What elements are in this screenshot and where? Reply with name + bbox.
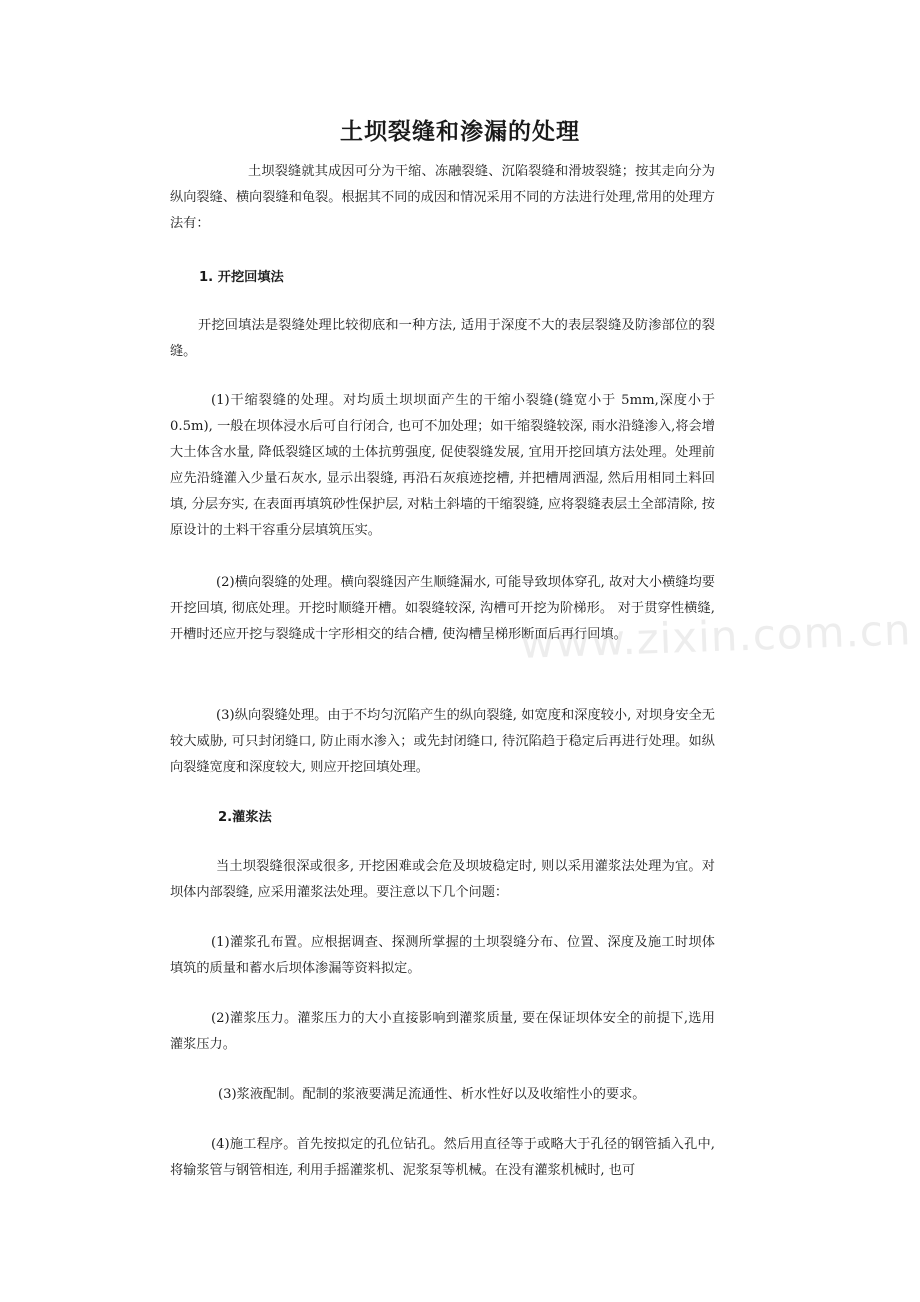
section-2-item-2: (2)灌浆压力。灌浆压力的大小直接影响到灌浆质量, 要在保证坝体安全的前提下,选用灌浆压力。 (170, 1011, 715, 1052)
watermark: www.zixin.com.cn (519, 605, 913, 668)
section-2-heading: 2.灌浆法 (218, 810, 272, 825)
section-2-item-4: (4)施工程序。首先按拟定的孔位钻孔。然后用直径等于或略大于孔径的钢管插入孔中, 将输浆管与钢管相连, 利用手摇灌浆机、泥浆泵等机械。在没有灌浆机械时, 也可 (170, 1137, 715, 1178)
section-1-item-3: (3)纵向裂缝处理。由于不均匀沉陷产生的纵向裂缝, 如宽度和深度较小, 对坝身安全无较大威胁, 可只封闭缝口, 防止雨水渗入；或先封闭缝口, 待沉陷趋于稳定后再进行处理。如纵向裂缝宽度和深度较大, 则应开挖回填处理。 (170, 708, 715, 775)
section-2-intro: 当土坝裂缝很深或很多, 开挖困难或会危及坝坡稳定时, 则以采用灌浆法处理为宜。对坝体内部裂缝, 应采用灌浆法处理。要注意以下几个问题： (170, 859, 715, 900)
section-1-heading: 1. 开挖回填法 (199, 270, 284, 285)
section-1-item-1: (1)干缩裂缝的处理。对均质土坝坝面产生的干缩小裂缝(缝宽小于 5mm,深度小于 0.5m), 一般在坝体浸水后可自行闭合, 也可不加处理；如干缩裂缝较深, 雨水沿缝渗入,将会增大土体含水量, 降低裂缝区域的土体抗剪强度, 促使裂缝发展, 宜用开挖回填方法处理。处理前应先沿缝灌入少量石灰水, 显示出裂缝, 再沿石灰痕迹挖槽, 并把槽周洒湿, 然后用相同土料回填, 分层夯实, 在表面再填筑砂性保护层, 对粘土斜墙的干缩裂缝, 应将裂缝表层土全部清除, 按原设计的土料干容重分层填筑压实。 (170, 393, 715, 538)
section-1-intro: 开挖回填法是裂缝处理比较彻底和一种方法, 适用于深度不大的表层裂缝及防渗部位的裂缝。 (170, 318, 715, 359)
section-2-item-1: (1)灌浆孔布置。应根据调查、探测所掌握的土坝裂缝分布、位置、深度及施工时坝体填筑的质量和蓄水后坝体渗漏等资料拟定。 (170, 935, 715, 976)
section-1-item-2: (2)横向裂缝的处理。横向裂缝因产生顺缝漏水, 可能导致坝体穿孔, 故对大小横缝均要开挖回填, 彻底处理。开挖时顺缝开槽。如裂缝较深, 沟槽可开挖为阶梯形。 对于贯穿性横缝, 开槽时还应开挖与裂缝成十字形相交的结合槽, 使沟槽呈梯形断面后再行回填。 (170, 575, 715, 642)
intro-paragraph: 土坝裂缝就其成因可分为干缩、冻融裂缝、沉陷裂缝和滑坡裂缝；按其走向分为纵向裂缝、横向裂缝和龟裂。根据其不同的成因和情况采用不同的方法进行处理,常用的处理方法有： (170, 164, 715, 231)
section-2-item-3: (3)浆液配制。配制的浆液要满足流通性、析水性好以及收缩性小的要求。 (218, 1087, 646, 1102)
document-title: 土坝裂缝和渗漏的处理 (340, 119, 580, 145)
